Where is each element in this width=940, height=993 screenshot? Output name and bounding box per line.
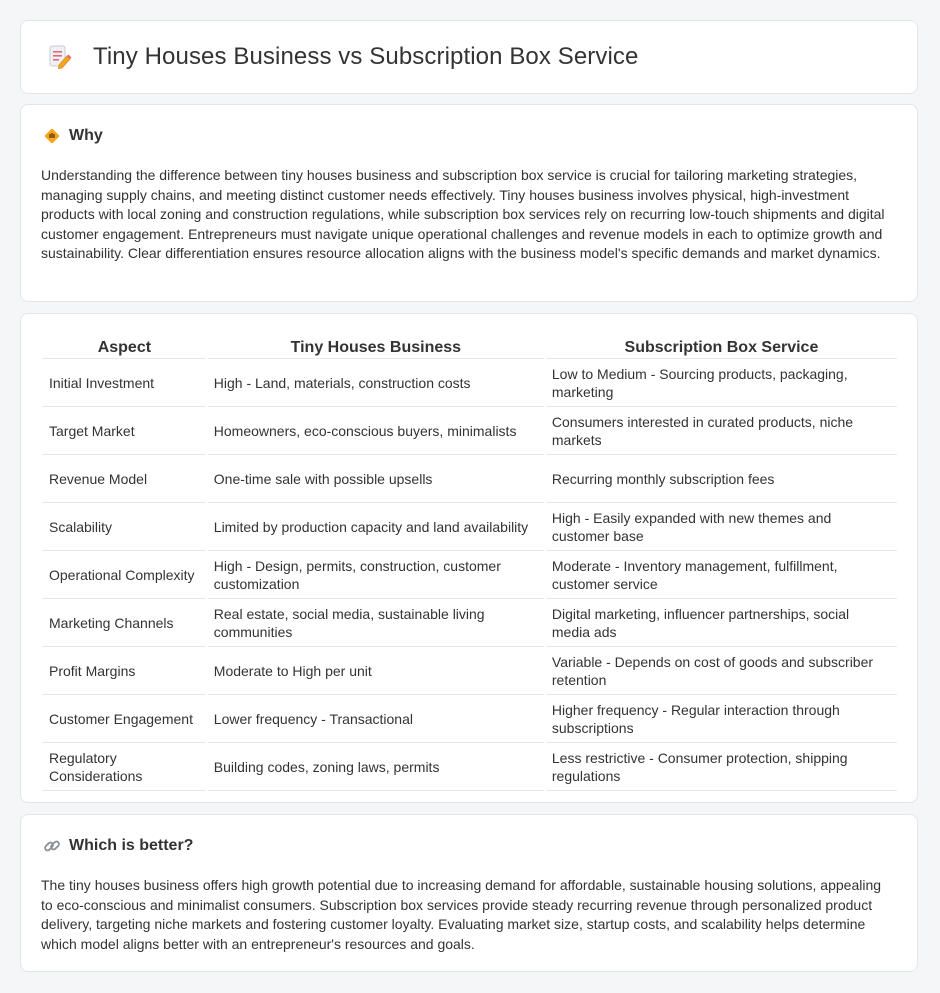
subscription-box-cell: Higher frequency - Regular interaction through subscriptions bbox=[546, 695, 897, 743]
column-header-subscription-box: Subscription Box Service bbox=[546, 334, 897, 359]
tiny-houses-cell: Limited by production capacity and land availability bbox=[208, 503, 544, 551]
title-card bbox=[20, 20, 918, 94]
table-header-row bbox=[43, 334, 897, 359]
tiny-houses-cell: Real estate, social media, sustainable living communities bbox=[208, 599, 544, 647]
aspect-cell: Profit Margins bbox=[43, 647, 206, 695]
why-text: Understanding the difference between tiny houses business and subscription box service is crucial for tailoring marketing strategies, managing supply chains, and meeting distinct customer needs effectively. Tiny houses business involves physical, high-investment products with local zoning and construction regulations, while subscription box services rely on recurring low-touch shipments and digital customer engagement. Entrepreneurs must navigate unique operational challenges and revenue models in each to optimize growth and sustainability. Clear differentiation ensures resource allocation aligns with the business model's specific demands and market dynamics. bbox=[41, 167, 885, 262]
subscription-box-cell: Less restrictive - Consumer protection, shipping regulations bbox=[546, 743, 897, 791]
comparison-section bbox=[20, 313, 918, 803]
subscription-box-cell: Digital marketing, influencer partnerships, social media ads bbox=[546, 599, 897, 647]
column-header-tiny-houses: Tiny Houses Business bbox=[208, 334, 544, 359]
table-row bbox=[43, 407, 897, 455]
table-row bbox=[43, 743, 897, 791]
aspect-cell: Target Market bbox=[43, 407, 206, 455]
table-row bbox=[43, 455, 897, 503]
aspect-cell: Regulatory Considerations bbox=[43, 743, 206, 791]
tiny-houses-cell: One-time sale with possible upsells bbox=[208, 455, 544, 503]
table-row bbox=[43, 503, 897, 551]
better-header bbox=[43, 837, 193, 855]
why-header bbox=[43, 127, 103, 145]
title-row bbox=[45, 43, 638, 71]
aspect-cell: Customer Engagement bbox=[43, 695, 206, 743]
column-header-aspect: Aspect bbox=[43, 334, 206, 359]
page-title: Tiny Houses Business vs Subscription Box Service bbox=[93, 43, 639, 70]
why-heading: Why bbox=[69, 127, 103, 144]
aspect-cell: Scalability bbox=[43, 503, 206, 551]
subscription-box-cell: Moderate - Inventory management, fulfillment, customer service bbox=[546, 551, 897, 599]
table-row bbox=[43, 551, 897, 599]
aspect-cell: Marketing Channels bbox=[43, 599, 206, 647]
document-edit-icon bbox=[45, 43, 73, 71]
subscription-box-cell: High - Easily expanded with new themes and customer base bbox=[546, 503, 897, 551]
tiny-houses-cell: Building codes, zoning laws, permits bbox=[208, 743, 544, 791]
aspect-cell: Operational Complexity bbox=[43, 551, 206, 599]
comparison-table bbox=[41, 334, 899, 791]
tiny-houses-cell: Moderate to High per unit bbox=[208, 647, 544, 695]
subscription-box-cell: Low to Medium - Sourcing products, packaging, marketing bbox=[546, 359, 897, 407]
table-row bbox=[43, 647, 897, 695]
table-row bbox=[43, 695, 897, 743]
subscription-box-cell: Recurring monthly subscription fees bbox=[546, 455, 897, 503]
link-icon bbox=[43, 837, 61, 855]
which-is-better-section bbox=[20, 814, 918, 972]
diamond-signal-icon bbox=[43, 127, 61, 145]
table-row bbox=[43, 599, 897, 647]
aspect-cell: Revenue Model bbox=[43, 455, 206, 503]
why-section bbox=[20, 104, 918, 302]
tiny-houses-cell: High - Design, permits, construction, customer customization bbox=[208, 551, 544, 599]
subscription-box-cell: Consumers interested in curated products, niche markets bbox=[546, 407, 897, 455]
tiny-houses-cell: High - Land, materials, construction costs bbox=[208, 359, 544, 407]
tiny-houses-cell: Homeowners, eco-conscious buyers, minimalists bbox=[208, 407, 544, 455]
table-row bbox=[43, 359, 897, 407]
subscription-box-cell: Variable - Depends on cost of goods and subscriber retention bbox=[546, 647, 897, 695]
better-text: The tiny houses business offers high growth potential due to increasing demand for affordable, sustainable housing solutions, appealing to eco-conscious and minimalist consumers. Subscription box services provide steady recurring revenue through personalized product delivery, targeting niche markets and fostering customer loyalty. Evaluating market size, startup costs, and scalability helps determine which model aligns better with an entrepreneur's resources and goals. bbox=[41, 877, 882, 952]
aspect-cell: Initial Investment bbox=[43, 359, 206, 407]
tiny-houses-cell: Lower frequency - Transactional bbox=[208, 695, 544, 743]
better-heading: Which is better? bbox=[69, 837, 194, 854]
